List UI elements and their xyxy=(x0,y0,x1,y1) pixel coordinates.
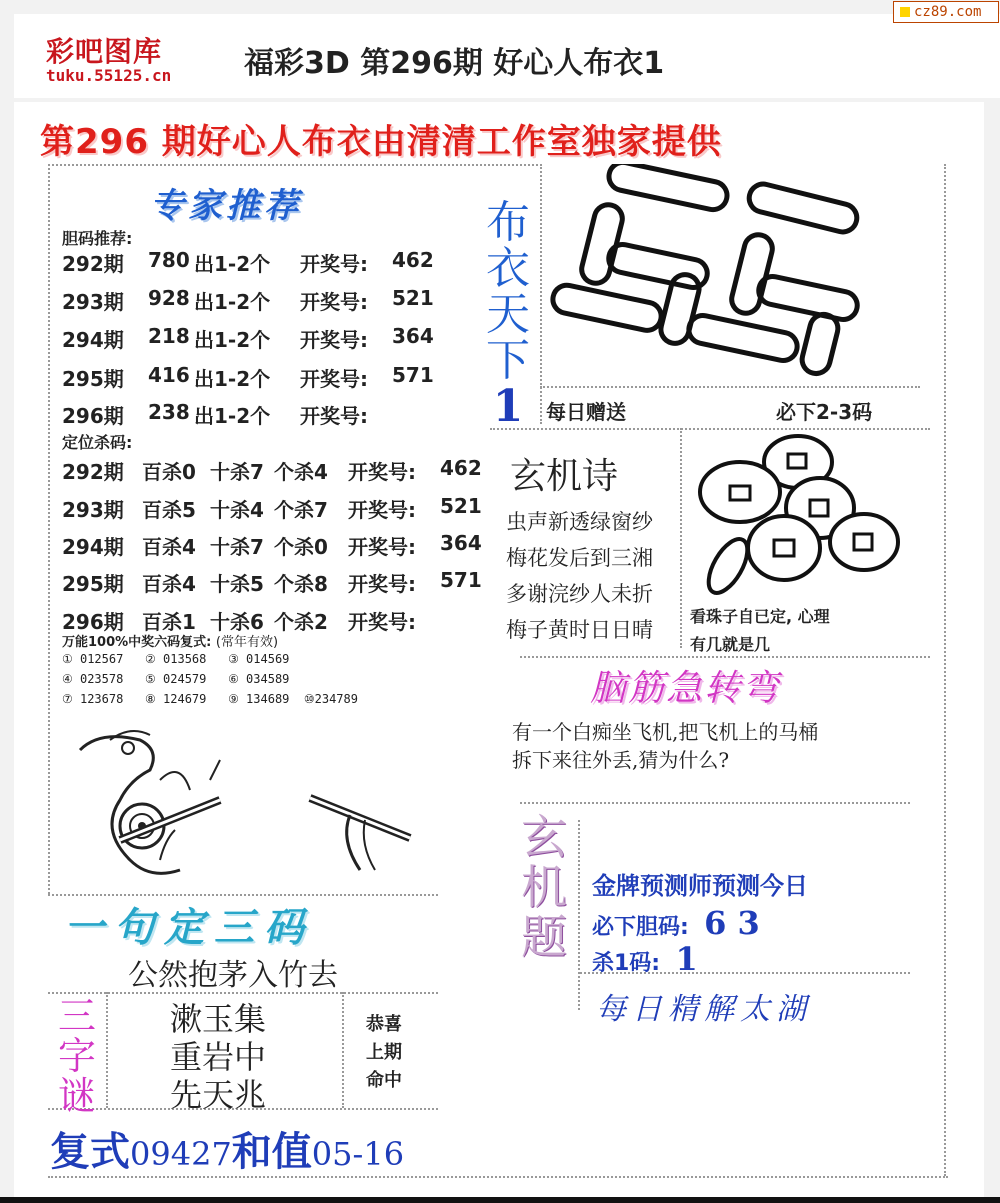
logo-title: 彩吧图库 xyxy=(46,35,163,68)
divider xyxy=(520,802,910,804)
poem-line: 虫声新透绿窗纱 xyxy=(506,510,653,534)
three-riddle-side-title: 三 字 谜 xyxy=(57,994,96,1118)
combo-row: ⑦ 123678 ⑧ 124679 ⑨ 134689 ⑩234789 xyxy=(62,692,358,706)
daily-taihu: 每日精解太湖 xyxy=(596,992,812,1027)
banner-title: 第296 期好心人布衣由清清工作室独家提供 xyxy=(40,122,722,162)
poem-line: 梅子黄时日日晴 xyxy=(506,618,653,642)
kill-label: 定位杀码: xyxy=(62,433,133,452)
one-sentence-text: 公然抱茅入竹去 xyxy=(128,958,338,993)
combo-row: ④ 023578 ⑤ 024579 ⑥ 034589 xyxy=(62,672,290,686)
fushi-hezhi xyxy=(50,1120,404,1177)
expert-heading: 专家推荐 xyxy=(150,186,302,226)
three-riddle-line: 先天兆 xyxy=(170,1076,267,1114)
xuanji-dan-value: 6 3 xyxy=(704,904,760,942)
xuanji-headline: 金牌预测师预测今日 xyxy=(592,872,808,900)
three-riddle-line: 漱玉集 xyxy=(170,1000,267,1038)
divider xyxy=(520,656,930,658)
beads-caption: 有几就是几 xyxy=(690,635,771,654)
vertical-title: 布 衣 天 下 1 xyxy=(486,197,530,432)
fifty-five-puzzle-illustration xyxy=(548,164,928,384)
xuanji-kill-value: 1 xyxy=(675,940,698,978)
daily-gift-note: 必下2-3码 xyxy=(776,400,873,424)
hezhi-label: 和值 xyxy=(231,1129,312,1175)
divider xyxy=(342,992,344,1108)
combo-title: 万能100%中奖六码复式: (常年有效) xyxy=(62,635,279,650)
xuanji-dan: 必下胆码: 6 3 xyxy=(592,904,760,942)
one-sentence-title: 一句定三码 xyxy=(64,905,314,951)
beads-caption: 看珠子自已定, 心理 xyxy=(690,607,830,626)
badge-square-icon xyxy=(900,7,910,17)
divider xyxy=(540,386,920,388)
fushi-value: 09427 xyxy=(130,1135,232,1173)
divider xyxy=(944,164,946,1176)
brain-teaser-line: 拆下来往外丢,猜为什么? xyxy=(512,748,730,772)
page-title: 福彩3D 第296期 好心人布衣1 xyxy=(244,46,665,81)
xuanji-side-title: 玄 机 题 xyxy=(521,810,567,964)
poem-line: 梅花发后到三湘 xyxy=(506,546,653,570)
daily-gift-label: 每日赠送 xyxy=(546,400,626,424)
divider xyxy=(106,992,108,1108)
snail-knife-illustration xyxy=(60,720,440,890)
divider xyxy=(48,164,50,894)
badge-text: cz89.com xyxy=(914,4,982,20)
three-riddle-line: 重岩中 xyxy=(170,1038,267,1076)
divider xyxy=(578,820,580,1010)
xuanji-kill: 杀1码: 1 xyxy=(592,940,698,978)
brain-teaser-title: 脑筋急转弯 xyxy=(590,668,781,709)
divider xyxy=(680,428,682,648)
bottom-border xyxy=(0,1197,1000,1203)
combo-row: ① 012567 ② 013568 ③ 014569 xyxy=(62,652,290,666)
poem-line: 多谢浣纱人未折 xyxy=(506,582,653,606)
poem-title: 玄机诗 xyxy=(510,456,619,497)
divider xyxy=(48,164,538,166)
congrats-line: 上期 xyxy=(366,1042,402,1063)
brain-teaser-line: 有一个白痴坐飞机,把飞机上的马桶 xyxy=(512,720,819,744)
congrats-line: 恭喜 xyxy=(366,1014,402,1035)
logo-url: tuku.55125.cn xyxy=(46,66,172,85)
coins-illustration xyxy=(688,430,928,600)
congrats-line: 命中 xyxy=(366,1070,402,1091)
hezhi-value: 05-16 xyxy=(311,1135,405,1173)
divider xyxy=(540,164,542,424)
fushi-label: 复式 xyxy=(50,1129,130,1175)
site-badge[interactable] xyxy=(893,1,999,23)
dan-label: 胆码推荐: xyxy=(62,229,133,248)
